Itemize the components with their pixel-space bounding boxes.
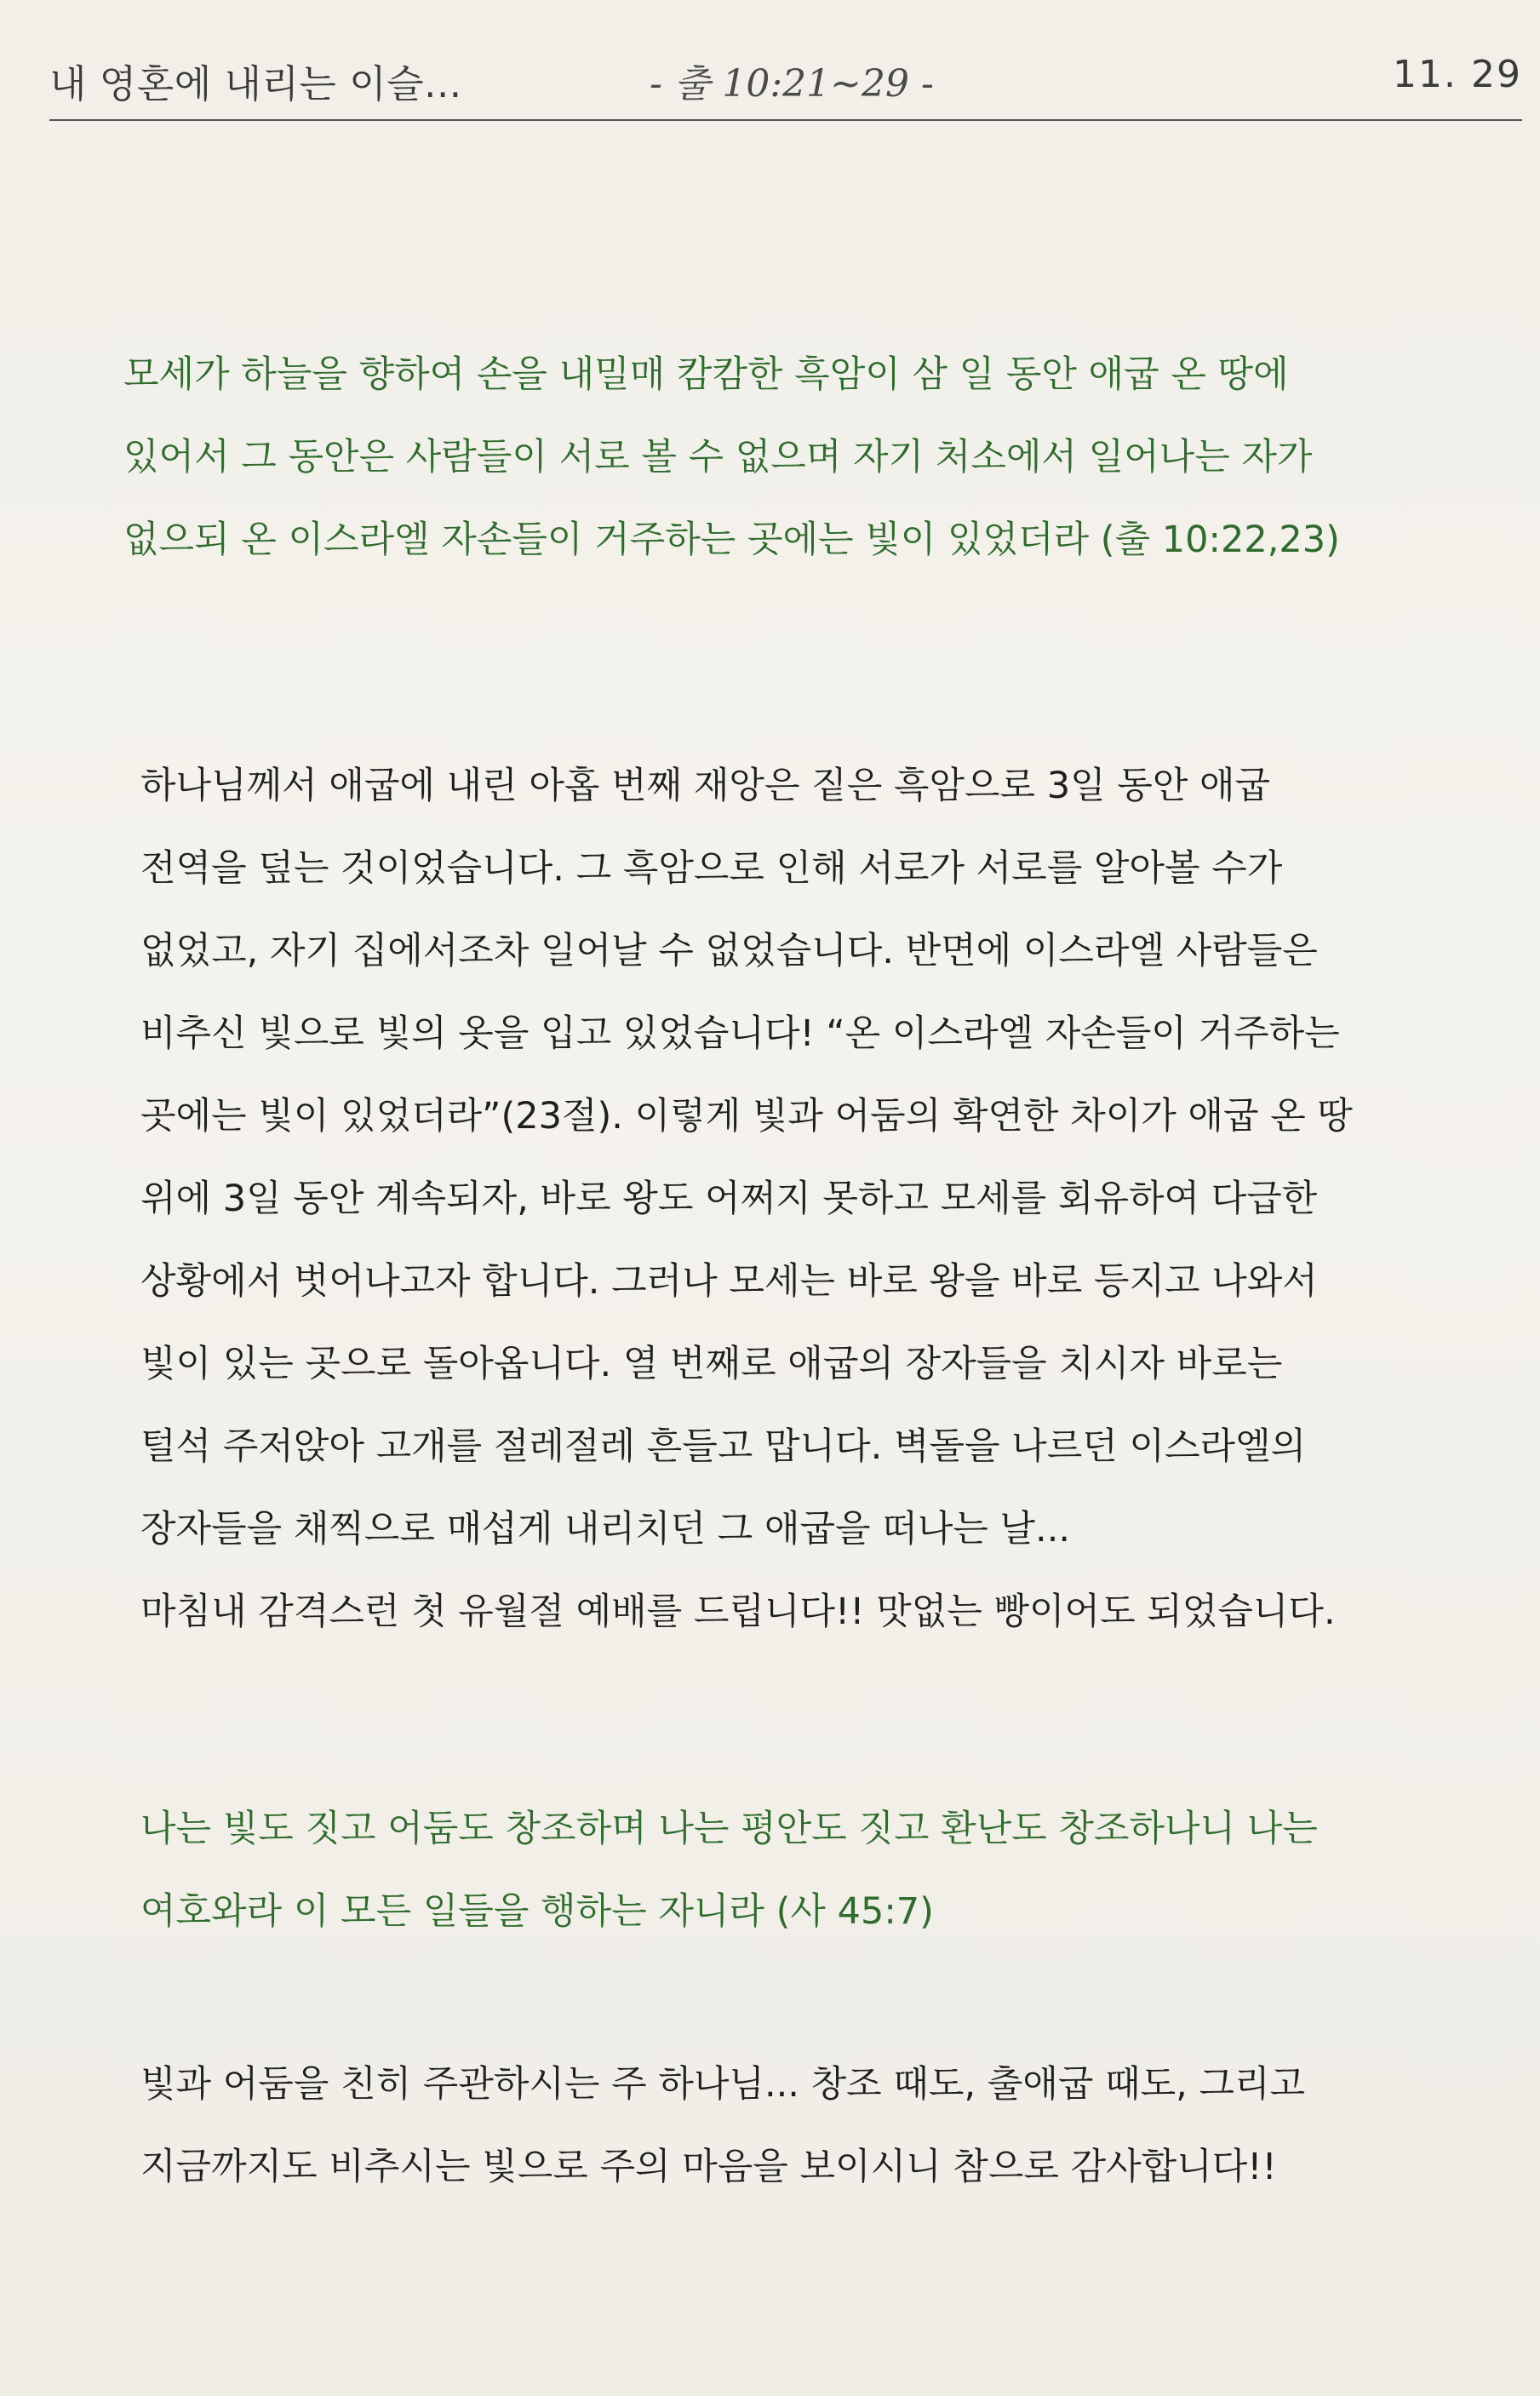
meditation-paragraph: [140, 745, 1451, 1654]
reflection-paragraph: [140, 2043, 1451, 2209]
header-divider: [49, 119, 1522, 121]
paragraph-line: 장자들을 채찍으로 매섭게 내리치던 그 애굽을 떠나는 날...: [140, 1508, 1071, 1551]
book-title: 내 영혼에 내리는 이슬...: [49, 61, 462, 106]
paragraph-line: 하나님께서 애굽에 내린 아홉 번째 재앙은 짙은 흑암으로 3일 동안 애굽: [140, 765, 1271, 807]
paragraph-line: 빛이 있는 곳으로 돌아옵니다. 열 번째로 애굽의 장자들을 치시자 바로는: [140, 1343, 1283, 1385]
verse-line: 없으되 온 이스라엘 자손들이 거주하는 곳에는 빛이 있었더라 (출 10:22,23): [123, 519, 1340, 561]
paragraph-line: 곳에는 빛이 있었더라”(23절). 이렇게 빛과 어둠의 확연한 차이가 애굽 온 땅: [140, 1095, 1353, 1138]
scripture-reference: - 출 10:21~29 -: [650, 62, 934, 106]
paragraph-line: 비추신 빛으로 빛의 옷을 입고 있었습니다! “온 이스라엘 자손들이 거주하는: [140, 1012, 1340, 1055]
paragraph-line: 전역을 덮는 것이었습니다. 그 흑암으로 인해 서로가 서로를 알아볼 수가: [140, 847, 1283, 890]
opening-verse: [123, 334, 1451, 582]
reflection-line: 빛과 어둠을 친히 주관하시는 주 하나님... 창조 때도, 출애굽 때도, 그리고: [140, 2063, 1306, 2106]
paragraph-line: 위에 3일 동안 계속되자, 바로 왕도 어쩌지 못하고 모세를 회유하여 다급한: [140, 1178, 1318, 1220]
paragraph-line: 마침내 감격스런 첫 유월절 예배를 드립니다!! 맛없는 빵이어도 되었습니다.: [140, 1591, 1336, 1633]
page-header: [49, 34, 1522, 119]
paragraph-line: 털석 주저앉아 고개를 절레절레 흔들고 맙니다. 벽돌을 나르던 이스라엘의: [140, 1425, 1307, 1468]
verse-line: 있어서 그 동안은 사람들이 서로 볼 수 없으며 자기 처소에서 일어나는 자가: [123, 436, 1313, 479]
paragraph-line: 상황에서 벗어나고자 합니다. 그러나 모세는 바로 왕을 바로 등지고 나와서: [140, 1260, 1318, 1303]
reflection-line: 지금까지도 비추시는 빛으로 주의 마음을 보이시니 참으로 감사합니다!!: [140, 2146, 1277, 2188]
verse-line: 여호와라 이 모든 일들을 행하는 자니라 (사 45:7): [140, 1890, 934, 1933]
closing-verse: [140, 1788, 1451, 1953]
verse-line: 나는 빛도 짓고 어둠도 창조하며 나는 평안도 짓고 환난도 창조하나니 나는: [140, 1808, 1318, 1850]
paragraph-line: 없었고, 자기 집에서조차 일어날 수 없었습니다. 반면에 이스라엘 사람들은: [140, 930, 1318, 972]
page-date: 11. 29: [1393, 53, 1522, 96]
verse-line: 모세가 하늘을 향하여 손을 내밀매 캄캄한 흑암이 삼 일 동안 애굽 온 땅에: [123, 353, 1289, 396]
